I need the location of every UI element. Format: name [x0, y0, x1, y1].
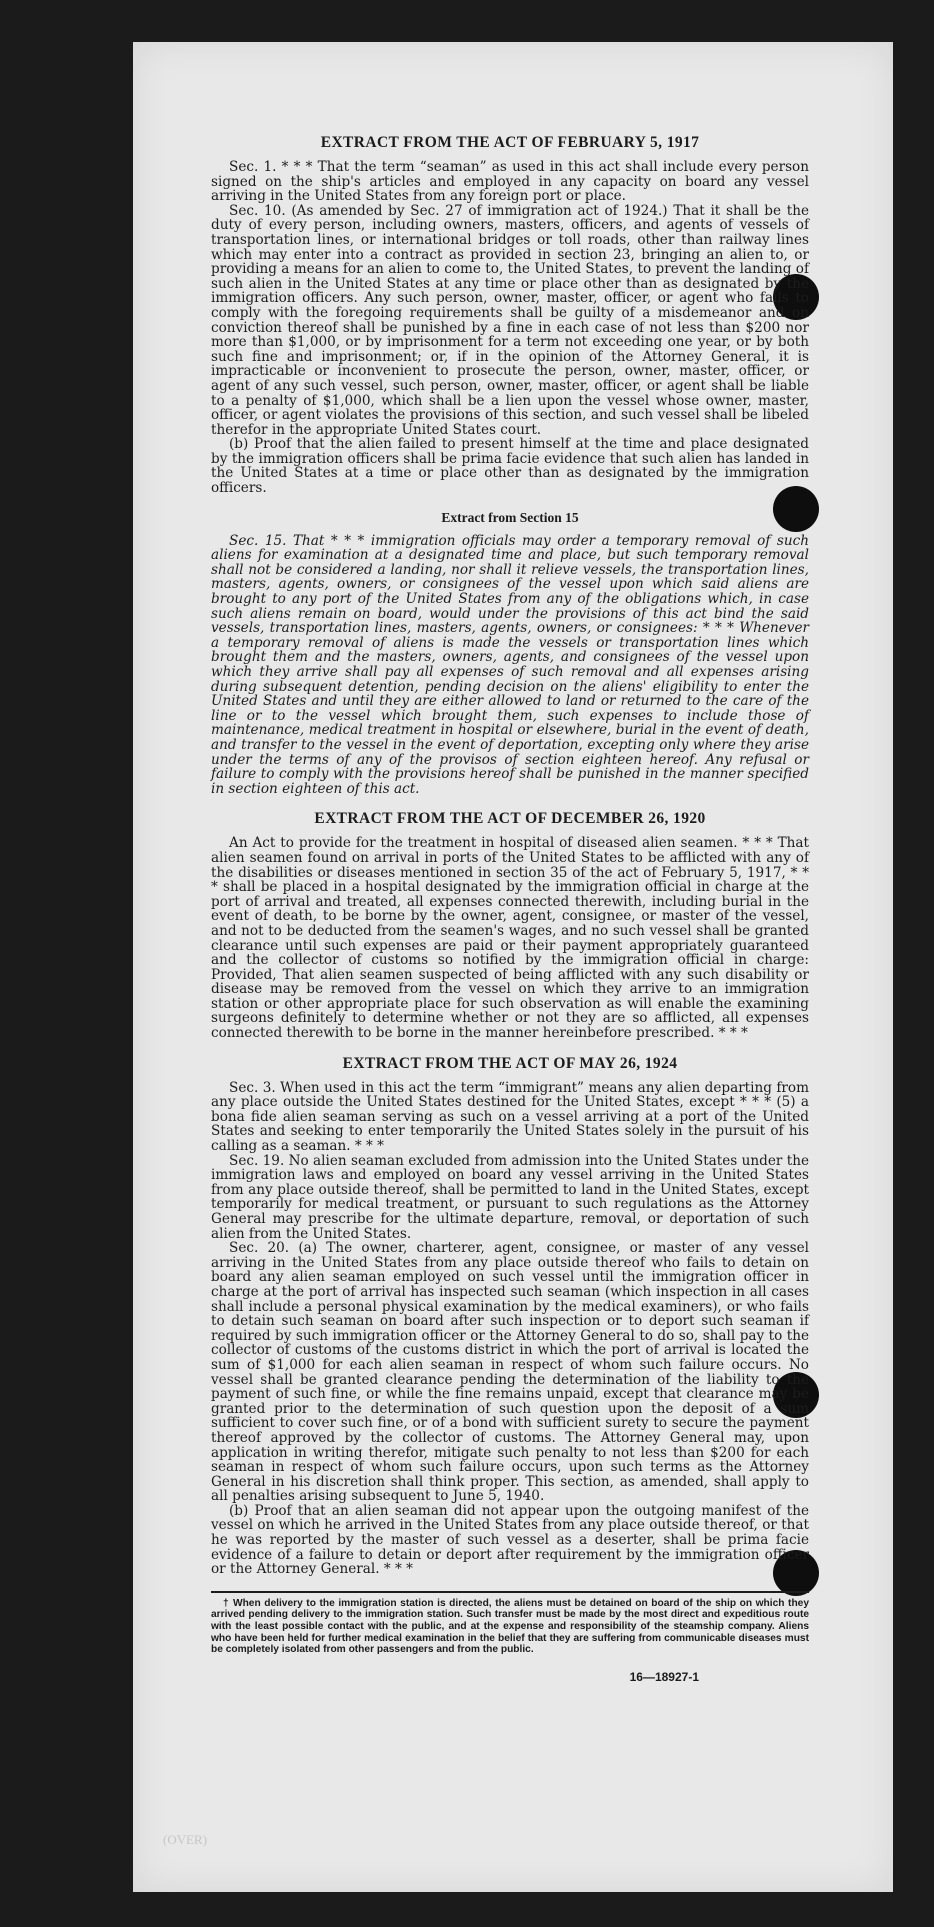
act-1924-sec20b: (b) Proof that an alien seaman did not appear upon the outgoing manifest of the vessel on which he arrived in the United States from any place outside thereof, or that he was reported by the master of such vessel as a deserter, shall be prima facie evidence of a failure to detain or deport after requirement by the immigration officer or the Attorney General. * * *	[211, 1502, 809, 1578]
act-1920-text: An Act to provide for the treatment in hospital of diseased alien seamen. * * * That alien seamen found on arrival in ports of the United States to be afflicted with any of the disabilities or diseases mentioned in section 35 of the act of February 5, 1917, * * * shall be placed in a hospital designated by the immigration official in charge at the port of arrival and treated, all expenses connected therewith, including burial in the event of death, to be borne by the owner, agent, consignee, or master of the vessel, and not to be deducted from the seamen's wages, and no such vessel shall be granted clearance until such expenses are paid or their payment appropriately guaranteed and the collector of customs so notified by the immigration official in charge: Provided, That alien seamen suspected of being afflicted with any such disability or disease may be removed from the vessel on which they arrive to an immigration station or other appropriate place for such observation as will enable the examining surgeons definitely to determine whether or not they are so afflicted, all expenses connected therewith to be borne in the manner hereinbefore prescribed. * * *	[211, 835, 809, 1042]
form-number: 16—18927-1	[629, 1669, 699, 1684]
act-1917-heading: EXTRACT FROM THE ACT OF FEBRUARY 5, 1917	[320, 134, 700, 151]
act-1920-section	[211, 810, 809, 1040]
act-1917-sec1: Sec. 1. * * * That the term “seaman” as used in this act shall include every person signed on the ship's articles and employed in any capacity on board any vessel arriving in the United States from any foreign port or place.	[211, 159, 809, 205]
act-1920-heading: EXTRACT FROM THE ACT OF DECEMBER 26, 1920	[314, 810, 706, 828]
over-stamp: (OVER)	[163, 1832, 208, 1847]
section-15-section	[211, 510, 809, 797]
act-1924-sec3: Sec. 3. When used in this act the term “immigrant” means any alien departing from any place outside the United States destined for the United States, except * * * (5) a bona fide alien seaman serving as such on a vessel arriving at a port of the United States and seeking to enter temporarily the United States solely in the pursuit of his calling as a seaman. * * *	[211, 1079, 809, 1155]
section-15-text: Sec. 15. That * * * immigration officials may order a temporary removal of such aliens for examination at a designated time and place, but such temporary removal shall not be considered a landing, nor shall it relieve vessels, the transportation lines, masters, agents, owners, or consignees of the vessel upon which said aliens are brought to any port of the United States from any of the obligations which, in case such aliens remain on board, would under the provisions of this act bind the said vessels, transportation lines, masters, agents, owners, or consignees: * * * Whenever a temporary removal of aliens is made the vessels or transportation lines which brought them and the masters, owners, agents, and consignees of the vessel upon which they arrive shall pay all expenses of such removal and all expenses arising during subsequent detention, pending decision on the aliens' eligibility to enter the United States and until they are either allowed to land or returned to the care of the line or to the vessel which brought them, such expenses to include those of maintenance, medical treatment in hospital or elsewhere, burial in the event of death, and transfer to the vessel in the event of deportation, excepting only where they arise under the terms of any of the provisos of section eighteen hereof. Any refusal or failure to comply with the provisions hereof shall be punished in the manner specified in section eighteen of this act.	[211, 532, 809, 797]
act-1924-sec20: Sec. 20. (a) The owner, charterer, agent, consignee, or master of any vessel arriving in the United States from any place outside thereof who fails to detain on board any alien seaman employed on such vessel until the immigration officer in charge at the port of arrival has inspected such seaman (which inspection in all cases shall include a personal physical examination by the medical examiners), or who fails to detain such seaman on board after such inspection or to deport such seaman if required by such immigration officer or the Attorney General to do so, shall pay to the collector of customs of the customs district in which the port of arrival is located the sum of $1,000 for each alien seaman in respect of whom such failure occurs. No vessel shall be granted clearance pending the determination of the liability to the payment of such fine, or while the fine remains unpaid, except that clearance may be granted prior to the determination of such question upon the deposit of a sum sufficient to cover such fine, or of a bond with sufficient surety to secure the payment thereof approved by the collector of customs. The Attorney General may, upon application in writing therefor, mitigate such penalty to not less than $200 for each seaman in respect of whom such failure occurs, upon such terms as the Attorney General in his discretion shall think proper. This section, as amended, shall apply to all penalties arising subsequent to June 5, 1940.	[211, 1240, 809, 1505]
section-15-heading: Extract from Section 15	[441, 509, 579, 525]
act-1924-section	[211, 1055, 809, 1577]
document-page	[133, 42, 893, 1892]
act-1917-section	[211, 134, 809, 496]
act-1917-sec10: Sec. 10. (As amended by Sec. 27 of immigration act of 1924.) That it shall be the duty of every person, including owners, masters, officers, and agents of vessels of transportation lines, or international bridges or toll roads, other than railway lines which may enter into a contract as provided in section 23, bringing an alien to, or providing a means for an alien to come to, the United States, to prevent the landing of such alien in the United States at any time or place other than as designated by the immigration officers. Any such person, owner, master, officer, or agent who fails to comply with the foregoing requirements shall be guilty of a misdemeanor and on conviction thereof shall be punished by a fine in each case of not less than $200 nor more than $1,000, or by imprisonment for a term not exceeding one year, or by both such fine and imprisonment; or, if in the opinion of the Attorney General, it is impracticable or inconvenient to prosecute the person, owner, master, officer, or agent of any such vessel, such person, owner, master, officer, or agent shall be liable to a penalty of $1,000, which shall be a lien upon the vessel whose owner, master, officer, or agent violates the provisions of this section, and such vessel shall be libeled therefor in the appropriate United States court.	[211, 202, 809, 438]
footnote-divider	[211, 1591, 809, 1593]
act-1917-sec10b: (b) Proof that the alien failed to present himself at the time and place designated by the immigration officers shall be prima facie evidence that such alien has landed in the United States at a time or place other than as designated by the immigration officers.	[211, 436, 809, 497]
act-1924-heading: EXTRACT FROM THE ACT OF MAY 26, 1924	[342, 1054, 678, 1072]
footnote: † When delivery to the immigration station is directed, the aliens must be detained on board of the ship on which they arrived pending delivery to the immigration station. Such transfer must be made by the most direct and expeditious route with the least possible contact with the public, and at the expense and responsibility of the steamship company. Aliens who have been held for further medical examination in the belief that they are suffering from communicable diseases must be completely isolated from other passengers and from the public.	[211, 1597, 809, 1656]
document-body	[211, 134, 809, 1684]
act-1924-sec19: Sec. 19. No alien seaman excluded from admission into the United States under the immigration laws and employed on board any vessel arriving in the United States from any place outside thereof, shall be permitted to land in the United States, except temporarily for medical treatment, or pursuant to such regulations as the Attorney General may prescribe for the ultimate departure, removal, or deportation of such alien from the United States.	[211, 1152, 809, 1242]
